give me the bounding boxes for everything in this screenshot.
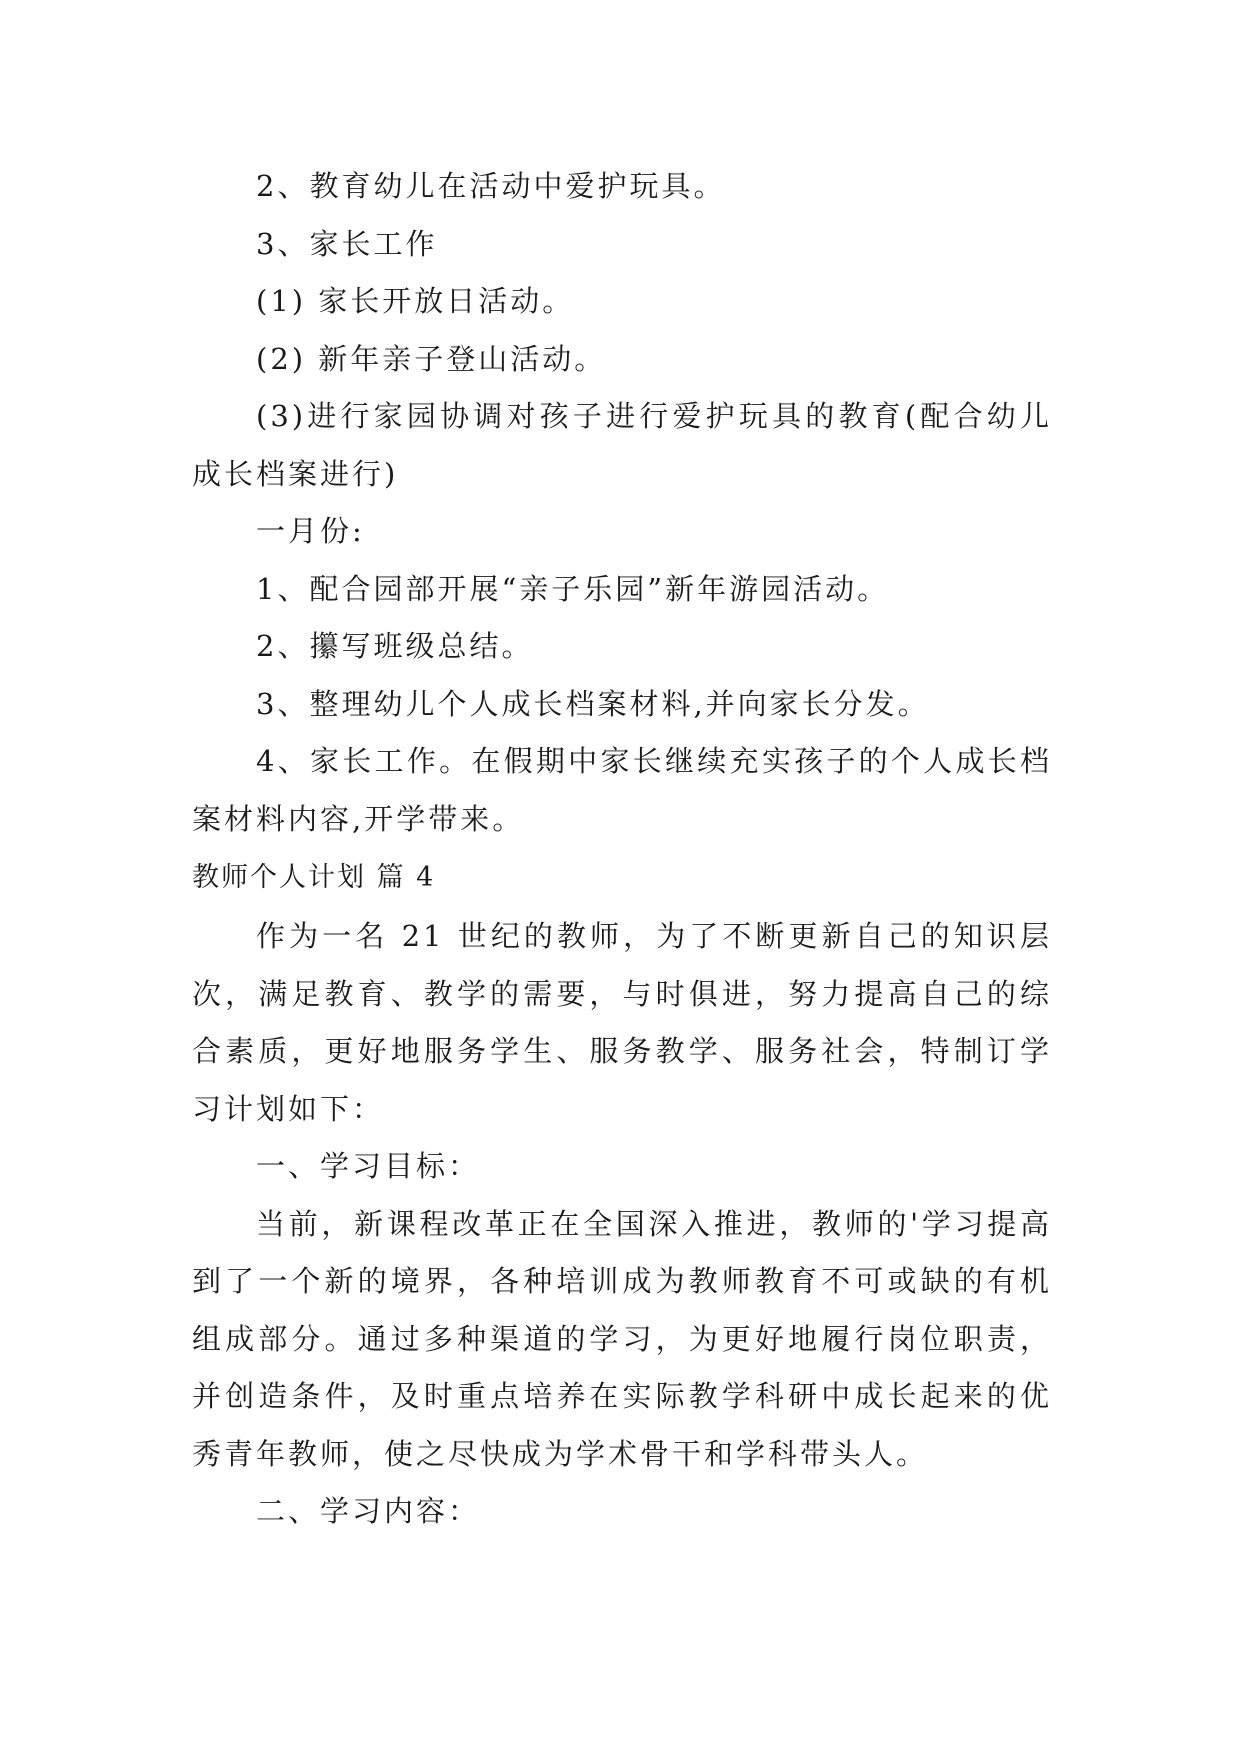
paragraph-learning-goals-body: 当前，新课程改革正在全国深入推进，教师的'学习提高到了一个新的境界，各种培训成为教师教育不可或缺的有机组成部分。通过多种渠道的学习，为更好地履行岗位职责，并创造条件，及时重点培养在实际教学科研中成长起来的优秀青年教师，使之尽快成为学术骨干和学科带头人。	[192, 1206, 1052, 1471]
paragraph-learning-goals-heading: 一、学习目标：	[256, 1149, 481, 1183]
paragraph-subitem-2-hiking: (2) 新年亲子登山活动。	[256, 341, 607, 376]
paragraph-january-item-1: 1、配合园部开展“亲子乐园”新年游园活动。	[256, 571, 890, 606]
paragraph-item-2-toys: 2、教育幼儿在活动中爱护玩具。	[256, 169, 726, 203]
section-heading: 教师个人计划 篇 4	[192, 862, 436, 893]
paragraph-january-item-2: 2、攥写班级总结。	[256, 629, 534, 663]
paragraph-intro: 作为一名 21 世纪的教师，为了不断更新自己的知识层次，满足教育、教学的需要，与时俱进，努力提高自己的综合素质，更好地服务学生、服务教学、服务社会，特制订学习计划如下：	[192, 919, 1052, 1126]
paragraph-january-item-3: 3、整理幼儿个人成长档案材料,并向家长分发。	[256, 686, 930, 721]
paragraph-item-3-parent-work: 3、家长工作	[256, 226, 438, 261]
paragraph-learning-content-heading: 二、学习内容：	[256, 1494, 481, 1528]
paragraph-subitem-3-home-school: (3)进行家园协调对孩子进行爱护玩具的教育(配合幼儿成长档案进行)	[192, 399, 1052, 491]
document-body	[192, 158, 1052, 1541]
paragraph-january-heading: 一月份:	[256, 514, 365, 548]
paragraph-january-item-4: 4、家长工作。在假期中家长继续充实孩子的个人成长档案材料内容,开学带来。	[192, 744, 1052, 836]
paragraph-subitem-1-open-day: (1) 家长开放日活动。	[256, 284, 575, 318]
